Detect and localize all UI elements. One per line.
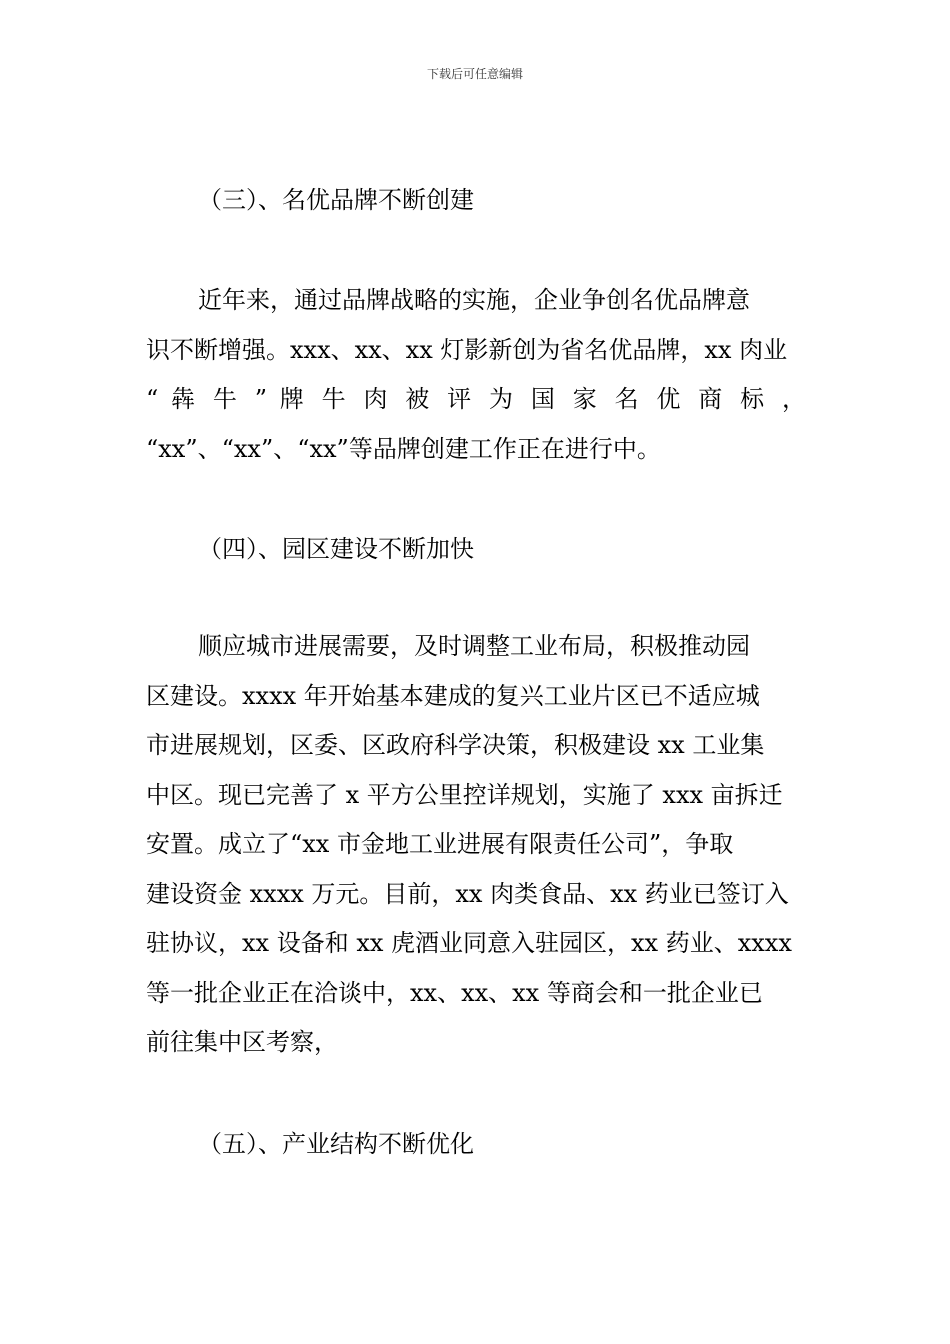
paragraph-line: 驻协议，xx 设备和 xx 虎酒业同意入驻园区，xx 药业、xxxx: [146, 929, 792, 957]
section-heading-4: （四）、园区建设不断加快: [198, 535, 474, 563]
paragraph-line: 前往集中区考察，: [146, 1028, 338, 1056]
paragraph-park: [146, 622, 806, 1068]
paragraph-line: 中区。现已完善了 x 平方公里控详规划，实施了 xxx 亩拆迁: [146, 780, 783, 809]
section-heading-3: （三）、名优品牌不断创建: [198, 186, 474, 214]
paragraph-line: 区建设。xxxx 年开始基本建成的复兴工业片区已不适应城: [146, 681, 760, 710]
paragraph-line: “xx”、“xx”、“xx”等品牌创建工作正在进行中。: [146, 434, 661, 463]
paragraph-line: “ 犇 牛 ” 牌 牛 肉 被 评 为 国 家 名 优 商 标 ，: [146, 385, 806, 413]
paragraph-line: 市进展规划，区委、区政府科学决策，积极建设 xx 工业集: [146, 731, 765, 759]
paragraph-line: 识不断增强。xxx、xx、xx 灯影新创为省名优品牌，xx 肉业: [146, 335, 788, 364]
paragraph-line: 顺应城市进展需要，及时调整工业布局，积极推动园: [198, 632, 750, 660]
paragraph-line: 近年来，通过品牌战略的实施，企业争创名优品牌意: [198, 286, 750, 314]
paragraph-brands: [146, 276, 806, 474]
paragraph-line: 等一批企业正在洽谈中，xx、xx、xx 等商会和一批企业已: [146, 978, 763, 1007]
paragraph-line: 安置。成立了“xx 市金地工业进展有限责任公司”，争取: [146, 830, 734, 858]
section-heading-5: （五）、产业结构不断优化: [198, 1130, 474, 1158]
paragraph-line: 建设资金 xxxx 万元。目前，xx 肉类食品、xx 药业已签订入: [146, 879, 789, 908]
header-note: 下载后可任意编辑: [426, 67, 523, 81]
